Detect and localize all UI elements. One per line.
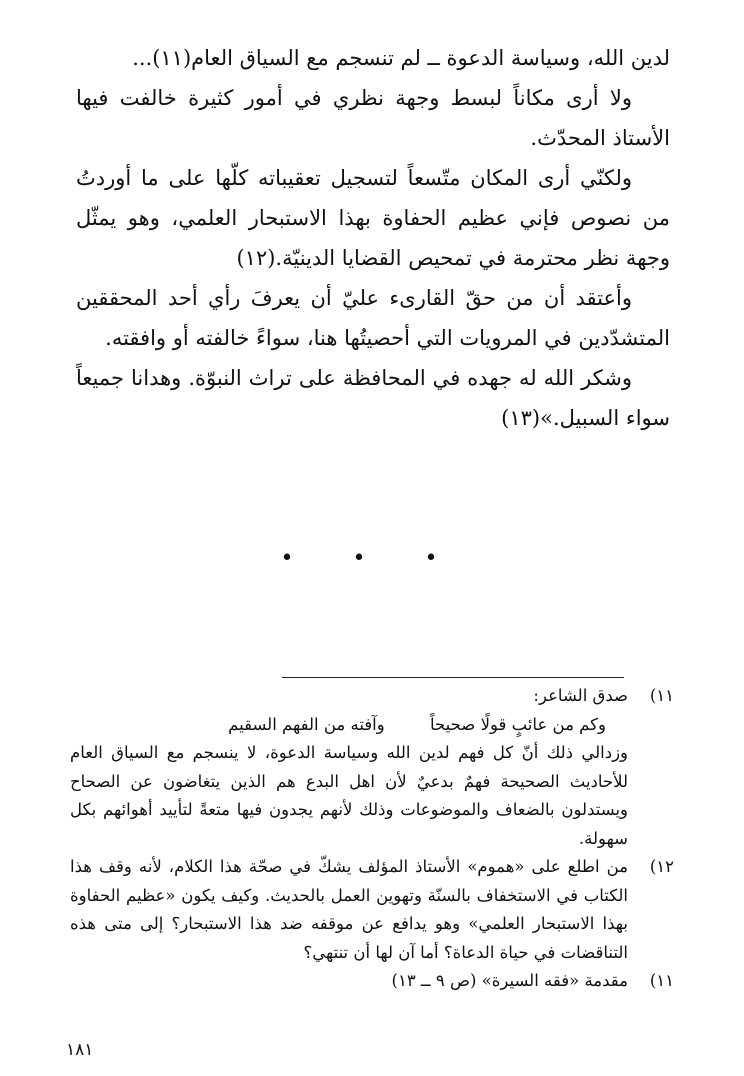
footnote-body [70, 967, 628, 996]
poem-verse [70, 711, 628, 740]
footnote-text: من اطلع على «هموم» الأستاذ المؤلف يشكّ في صحّة هذا الكلام، لأنه وقف هذا الكتاب في الاستخفاف بالسنّة وتهوين العمل بالحديث. وكيف يكون «عظيم الحفاوة بهذا الاستبحار العلمي» وهو يدافع عن موقفه ضد هذا الاستبحار؟ إلى متى هذه التناقضات في حياة الدعاة؟ أما آن لها أن تنتهي؟ [70, 857, 628, 962]
paragraph: ولكنّي أرى المكان متّسعاً لتسجيل تعقيباته كلّها على ما أوردتُ من نصوص فإني عظيم الحفاوة بهذا الاستبحار العلمي، وهو يمثّل وجهة نظر محترمة في تمحيص القضايا الدينيّة.(١٢) [76, 166, 670, 270]
footnote-body [70, 853, 628, 967]
footnote [70, 967, 674, 996]
footnote-text: مقدمة «فقه السيرة» (ص ٩ ــ ١٣) [391, 971, 628, 990]
page-number: ١٨١ [66, 1040, 94, 1060]
main-text [76, 38, 670, 438]
footnote [70, 853, 674, 967]
section-separator: • • • [280, 546, 464, 571]
footnote-divider [282, 677, 624, 678]
verse-first-hemistich: وكم من عائبٍ قولًا صحيحاً [430, 714, 606, 734]
footnotes [70, 682, 674, 996]
footnote-body [70, 682, 628, 853]
paragraph: وأعتقد أن من حقّ القارىء عليّ أن يعرفَ رأي أحد المحققين المتشدّدين في المرويات التي أحصيتُها هنا، سواءً خالفته أو وافقته. [76, 286, 670, 350]
footnote-intro: صدق الشاعر: [533, 686, 628, 705]
verse-second-hemistich: وآفته من الفهم السقيم [228, 714, 385, 734]
footnote-number: ١١) [649, 686, 674, 705]
footnote-text: وزدالي ذلك أنّ كل فهم لدين الله وسياسة الدعوة، لا ينسجم مع السياق العام للأحاديث الصحيحة فهمٌ بدعيٌ لأن اهل البدع هم الذين يتغاضون عن الصحاح ويستدلون بالضعاف والموضوعات وذلك لأنهم يجدون فيها متعةً لتأييد أهوائهم بكل سهولة. [70, 743, 628, 848]
paragraph-continuation: لدين الله، وسياسة الدعوة ــ لم تنسجم مع السياق العام(١١)... [132, 46, 670, 70]
footnote [70, 682, 674, 853]
footnote-number: ١١) [649, 971, 674, 990]
footnote-number: ١٢) [649, 857, 674, 876]
paragraph: ولا أرى مكاناً لبسط وجهة نظري في أمور كثيرة خالفت فيها الأستاذ المحدّث. [76, 86, 670, 150]
paragraph: وشكر الله له جهده في المحافظة على تراث النبوّة. وهدانا جميعاً سواء السبيل.»(١٣) [76, 366, 670, 430]
